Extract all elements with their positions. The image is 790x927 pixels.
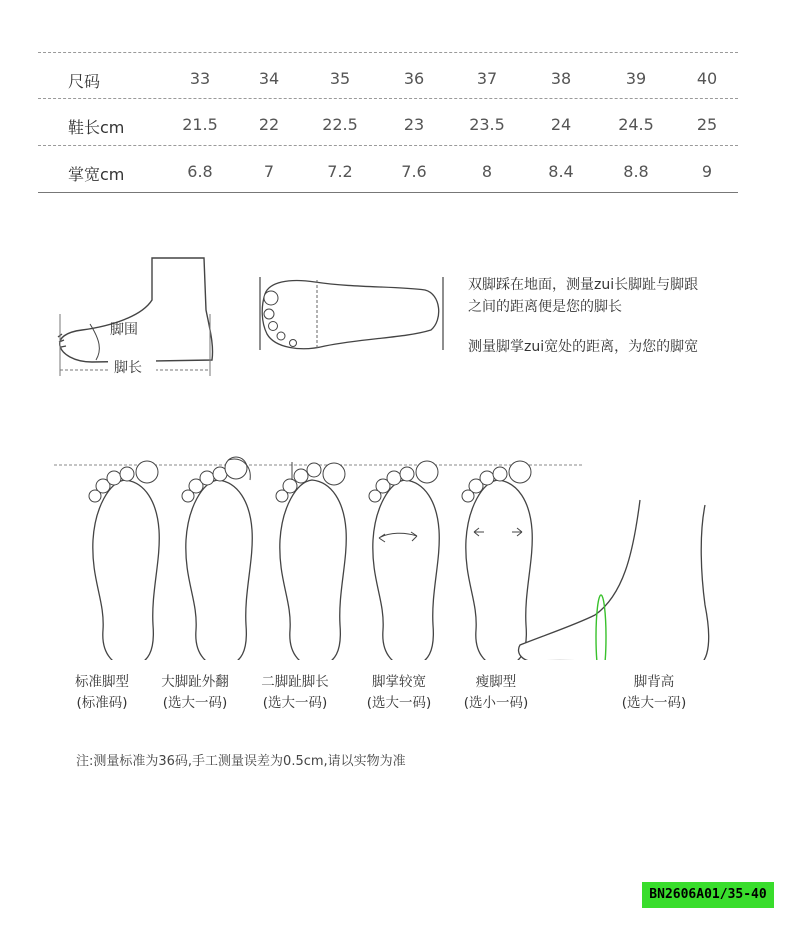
top-foot-diagram <box>255 272 450 354</box>
table-row <box>38 52 738 99</box>
foot-type-name: 脚背高 <box>633 674 675 690</box>
foot-type-name: 瘦脚型 <box>475 674 517 690</box>
row-label: 掌宽cm <box>68 165 125 184</box>
size-table <box>38 52 738 193</box>
foot-type-long-second-toe <box>245 672 345 714</box>
girth-label: 脚围 <box>110 322 138 338</box>
table-cell: 9 <box>701 162 713 181</box>
table-row <box>38 99 738 146</box>
table-cell: 22 <box>258 115 280 134</box>
foot-type-high-instep <box>604 672 704 714</box>
table-cell: 23 <box>403 115 425 134</box>
row-label: 鞋长cm <box>68 118 125 137</box>
foot-type-advice: (选大一码) <box>366 695 432 711</box>
table-cell: 33 <box>189 69 211 88</box>
foot-type-advice: (选大一码) <box>621 695 687 711</box>
table-cell: 6.8 <box>187 162 213 181</box>
foot-type-name: 二脚趾脚长 <box>261 674 329 690</box>
table-cell: 7 <box>263 162 275 181</box>
product-code-badge: BN2606A01/35-40 <box>642 882 774 908</box>
table-cell: 38 <box>550 69 572 88</box>
table-cell: 36 <box>403 69 425 88</box>
foot-types-illustration <box>50 455 740 660</box>
table-cell: 7.2 <box>327 162 353 181</box>
table-cell: 8.4 <box>548 162 574 181</box>
table-cell: 7.6 <box>401 162 427 181</box>
table-cell: 24 <box>550 115 572 134</box>
table-cell: 39 <box>625 69 647 88</box>
table-cell: 25 <box>696 115 718 134</box>
instruction-length-1: 双脚踩在地面，测量zui长脚趾与脚跟 <box>468 277 699 293</box>
table-cell: 34 <box>258 69 280 88</box>
row-label: 尺码 <box>68 72 101 91</box>
measurement-note: 注:测量标准为36码,手工测量误差为0.5cm,请以实物为准 <box>76 754 406 769</box>
table-cell: 8.8 <box>623 162 649 181</box>
table-row <box>38 146 738 193</box>
instruction-length-2: 之间的距离便是您的脚长 <box>468 299 622 315</box>
foot-type-name: 脚掌较宽 <box>372 674 426 690</box>
table-cell: 21.5 <box>182 115 218 134</box>
foot-type-bunion <box>145 672 245 714</box>
length-label: 脚长 <box>114 360 142 376</box>
foot-type-standard <box>52 672 152 714</box>
foot-type-advice: (选大一码) <box>162 695 228 711</box>
table-cell: 37 <box>476 69 498 88</box>
instruction-width: 测量脚掌zui宽处的距离，为您的脚宽 <box>468 339 699 355</box>
table-cell: 24.5 <box>618 115 654 134</box>
foot-type-name: 大脚趾外翻 <box>161 674 229 690</box>
table-cell: 8 <box>481 162 493 181</box>
foot-type-advice: (标准码) <box>76 695 128 711</box>
foot-type-advice: (选小一码) <box>463 695 529 711</box>
foot-type-wide <box>349 672 449 714</box>
table-cell: 35 <box>329 69 351 88</box>
foot-type-slim <box>446 672 546 714</box>
side-foot-diagram <box>52 250 222 380</box>
table-cell: 23.5 <box>469 115 505 134</box>
table-cell: 22.5 <box>322 115 358 134</box>
foot-type-name: 标准脚型 <box>75 674 129 690</box>
table-cell: 40 <box>696 69 718 88</box>
foot-type-advice: (选大一码) <box>262 695 328 711</box>
